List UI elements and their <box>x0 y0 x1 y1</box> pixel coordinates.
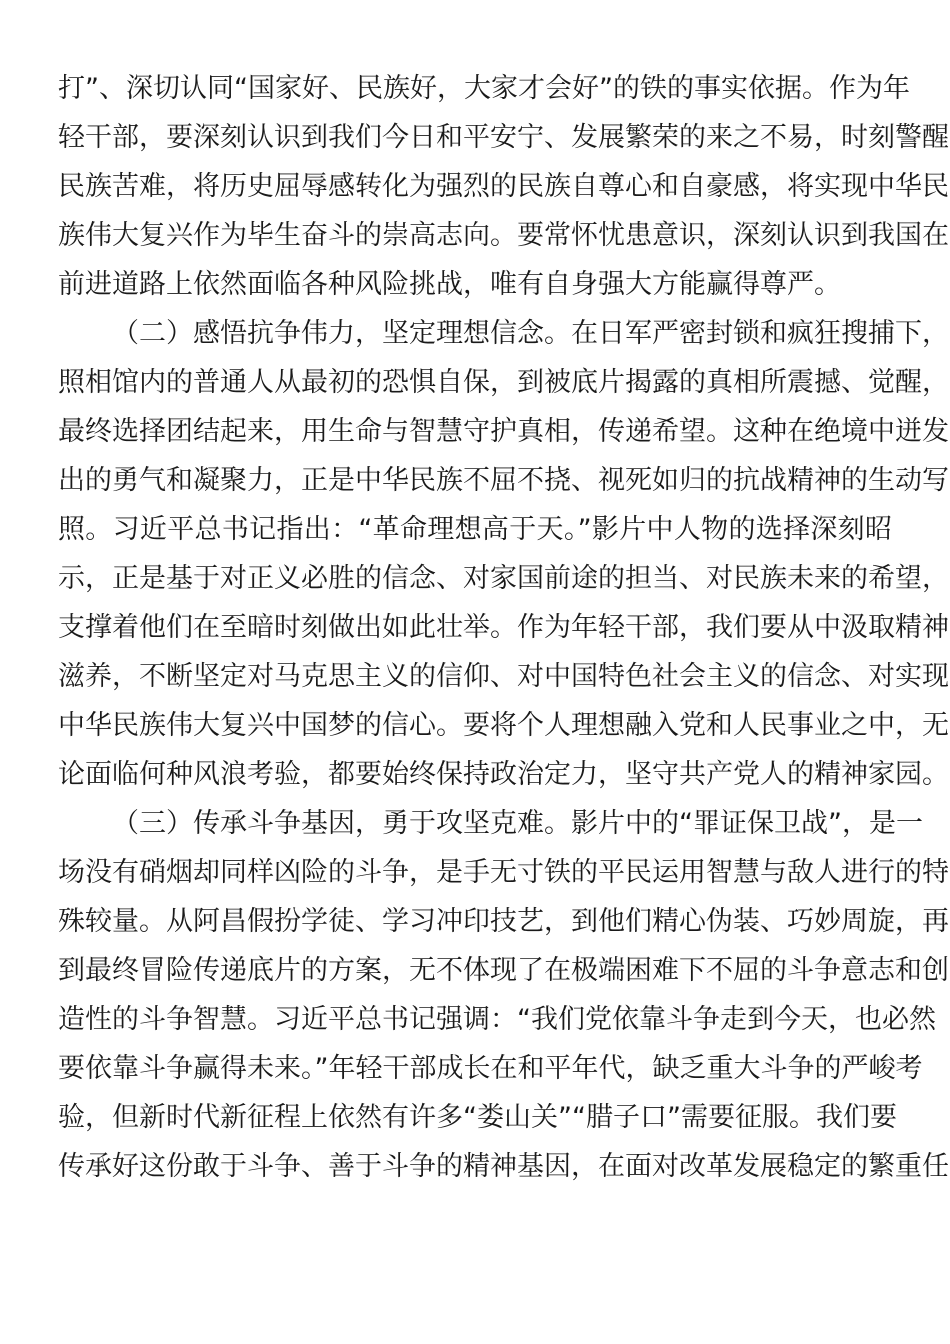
body-text <box>58 64 949 1191</box>
paragraph-line: 出的勇气和凝聚力，正是中华民族不屈不挠、视死如归的抗战精神的生动写 <box>58 465 949 496</box>
paragraph-line: 族伟大复兴作为毕生奋斗的崇高志向。要常怀忧患意识，深刻认识到我国在 <box>58 220 949 251</box>
paragraph-line: 支撑着他们在至暗时刻做出如此壮举。作为年轻干部，我们要从中汲取精神 <box>58 612 949 643</box>
paragraph-line: 要依靠斗争赢得未来。”年轻干部成长在和平年代，缺乏重大斗争的严峻考 <box>58 1053 923 1084</box>
paragraph-line: 殊较量。从阿昌假扮学徒、学习冲印技艺，到他们精心伪装、巧妙周旋，再 <box>58 906 949 937</box>
paragraph-line: 验，但新时代新征程上依然有许多“娄山关”“腊子口”需要征服。我们要 <box>58 1102 897 1133</box>
paragraph-line: 论面临何种风浪考验，都要始终保持政治定力，坚守共产党人的精神家园。 <box>58 759 949 790</box>
paragraph-line: 前进道路上依然面临各种风险挑战，唯有自身强大方能赢得尊严。 <box>58 269 841 300</box>
paragraph-line: 民族苦难，将历史屈辱感转化为强烈的民族自尊心和自豪感，将实现中华民 <box>58 171 949 202</box>
section-heading-line: （三）传承斗争基因，勇于攻坚克难。影片中的“罪证保卫战”，是一 <box>112 808 923 839</box>
paragraph-line: 照相馆内的普通人从最初的恐惧自保，到被底片揭露的真相所震撼、觉醒， <box>58 367 949 398</box>
paragraph-line: 最终选择团结起来，用生命与智慧守护真相，传递希望。这种在绝境中迸发 <box>58 416 949 447</box>
paragraph-line: 造性的斗争智慧。习近平总书记强调：“我们党依靠斗争走到今天，也必然 <box>58 1004 936 1035</box>
paragraph-line: 到最终冒险传递底片的方案，无不体现了在极端困难下不屈的斗争意志和创 <box>58 955 949 986</box>
paragraph-line: 打”、深切认同“国家好、民族好，大家才会好”的铁的事实依据。作为年 <box>58 73 910 104</box>
paragraph-line: 示，正是基于对正义必胜的信念、对家国前途的担当、对民族未来的希望， <box>58 563 949 594</box>
section-heading-line: （二）感悟抗争伟力，坚定理想信念。在日军严密封锁和疯狂搜捕下， <box>112 318 949 349</box>
paragraph-line: 照。习近平总书记指出：“革命理想高于天。”影片中人物的选择深刻昭 <box>58 514 892 545</box>
paragraph-line: 轻干部，要深刻认识到我们今日和平安宁、发展繁荣的来之不易，时刻警醒 <box>58 122 949 153</box>
paragraph-line: 滋养，不断坚定对马克思主义的信仰、对中国特色社会主义的信念、对实现 <box>58 661 949 692</box>
paragraph-line: 场没有硝烟却同样凶险的斗争，是手无寸铁的平民运用智慧与敌人进行的特 <box>58 857 949 888</box>
paragraph-line: 传承好这份敢于斗争、善于斗争的精神基因，在面对改革发展稳定的繁重任 <box>58 1151 949 1182</box>
paragraph-line: 中华民族伟大复兴中国梦的信心。要将个人理想融入党和人民事业之中，无 <box>58 710 949 741</box>
